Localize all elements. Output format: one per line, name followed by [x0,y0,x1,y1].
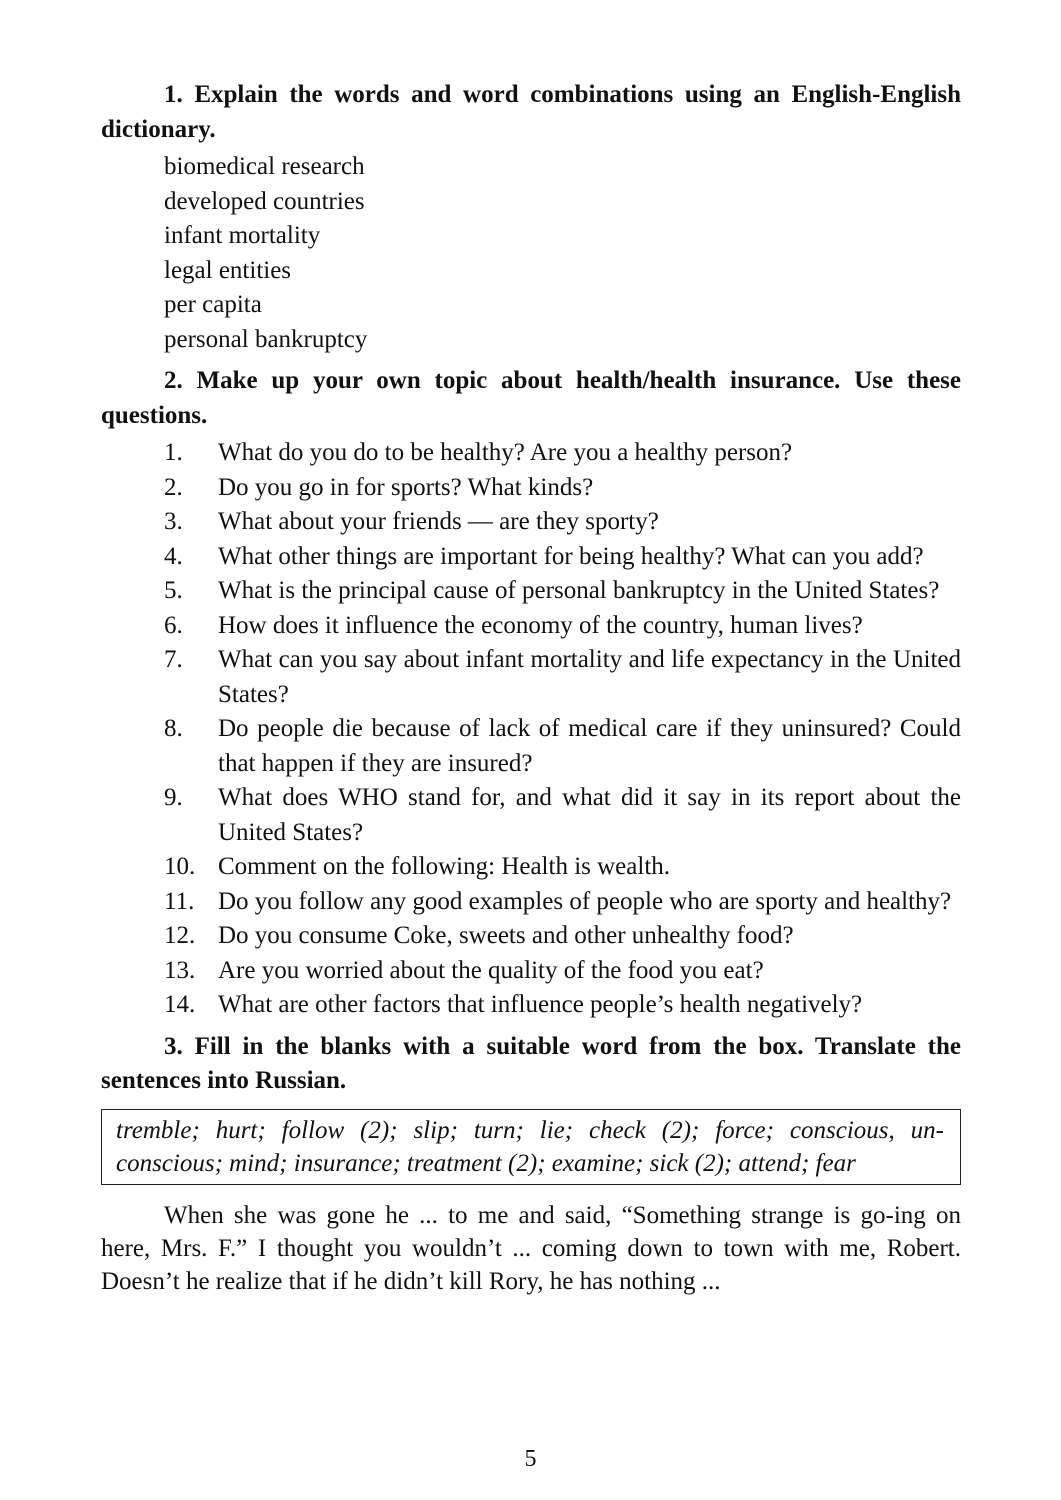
question-number: 3. [164,508,183,535]
question-number: 8. [164,715,183,742]
question-number: 1. [164,439,183,466]
word-list [164,150,961,357]
question-number: 10. [164,853,196,880]
word-box: tremble; hurt; follow (2); slip; turn; lie; check (2); force; conscious, un-conscious; mind; insurance; treatment (2); examine; sick (2); attend; fear [101,1109,961,1185]
question-text: Do you follow any good examples of people who are sporty and healthy? [218,887,952,915]
question-text: What other things are important for being healthy? What can you add? [218,542,924,570]
word-item: personal bankruptcy [164,325,368,353]
question-item [101,574,961,609]
question-item [101,850,961,885]
question-item [101,712,961,781]
question-item [101,988,961,1023]
question-text: Do people die because of lack of medical care if they uninsured? Could that happen if they are insured? [218,715,961,777]
question-number: 11. [164,887,195,915]
question-list [101,436,961,1023]
question-item [101,781,961,850]
question-number: 7. [164,646,183,673]
question-text: What do you do to be healthy? Are you a healthy person? [218,439,793,466]
question-item [101,505,961,540]
question-text: What are other factors that influence people’s health negatively? [218,991,863,1018]
question-item [101,954,961,989]
question-item [101,540,961,575]
question-number: 14. [164,991,196,1018]
question-text: Do you consume Coke, sweets and other unhealthy food? [218,922,794,949]
question-item [101,885,961,920]
question-number: 9. [164,784,183,811]
exercise-text-paragraph: When she was gone he ... to me and said, “Something strange is go-ing on here, Mrs. F.” I thought you wouldn’t ... coming down to town with me, Robert. Doesn’t he realize that if he didn’t kill Rory, he has nothing ... [101,1201,961,1295]
question-number: 4. [164,542,183,570]
exercise-2-heading: 2. Make up your own topic about health/health insurance. Use these questions. [101,367,961,429]
page-number: 5 [524,1446,537,1472]
question-text: What can you say about infant mortality and life expectancy in the United States? [218,646,961,708]
question-item [101,919,961,954]
question-item [101,609,961,644]
word-item: infant mortality [164,222,321,249]
question-text: Do you go in for sports? What kinds? [218,473,594,501]
question-text: What is the principal cause of personal bankruptcy in the United States? [218,577,940,604]
exercise-3-heading: 3. Fill in the blanks with a suitable word from the box. Translate the sentences into Russian. [101,1032,961,1094]
question-number: 5. [164,577,183,604]
page-content [101,78,961,1298]
exercise-1-heading: 1. Explain the words and word combinations using an English-English dictionary. [101,81,961,143]
question-text: What does WHO stand for, and what did it say in its report about the United States? [218,784,961,846]
question-text: Are you worried about the quality of the food you eat? [218,956,764,984]
word-item: developed countries [164,187,365,215]
question-item [101,643,961,712]
word-item: per capita [164,291,262,318]
word-item: biomedical research [164,153,365,180]
question-text: What about your friends — are they sporty? [218,508,659,535]
question-item [101,471,961,506]
word-item: legal entities [164,256,292,284]
question-number: 13. [164,956,196,984]
question-text: How does it influence the economy of the country, human lives? [218,611,863,639]
question-number: 12. [164,922,196,949]
question-number: 6. [164,611,183,639]
question-number: 2. [164,473,183,501]
question-text: Comment on the following: Health is wealth. [218,853,671,880]
question-item [101,436,961,471]
